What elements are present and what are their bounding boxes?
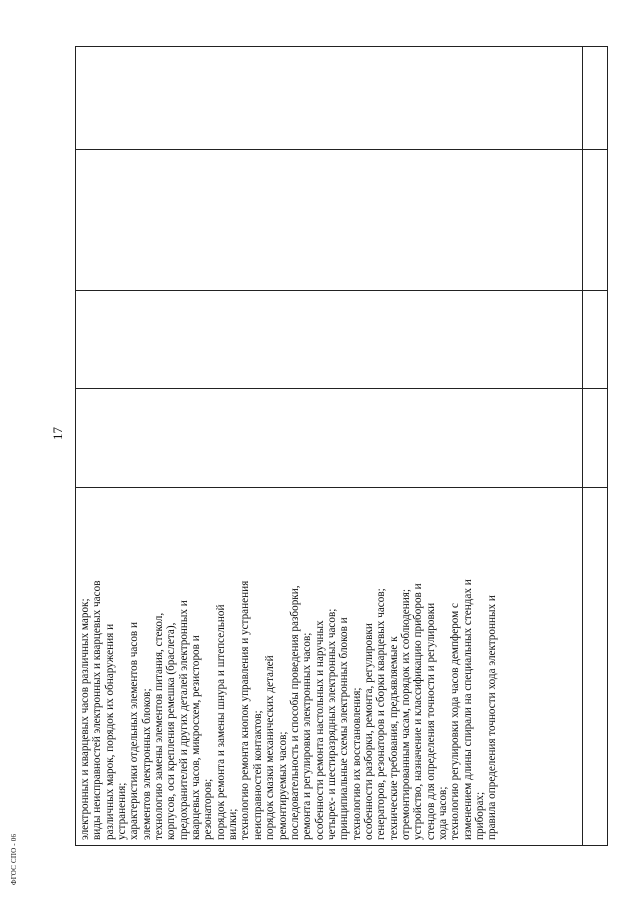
text-line: технологию замены элементов питания, стекол, [153, 612, 166, 840]
text-line: вилки; [227, 808, 240, 840]
text-line: стендов для определения точности и регулировки [424, 602, 437, 840]
text-line: генераторов, резонаторов и сборки кварцевых часов; [375, 588, 388, 840]
text-line: последовательность и способы проведения разборки, [288, 585, 301, 840]
text-line: устройство, назначение и классификацию приборов и [412, 583, 425, 840]
table-divider [582, 47, 583, 845]
text-line: устранения; [116, 782, 129, 840]
text-line: элементов электронных блоков; [140, 688, 153, 840]
text-line: технические требования, предъявляемые к [387, 636, 400, 840]
text-line: порядок смазки механических деталей [264, 655, 277, 840]
text-line: особенности разборки, ремонта, регулировки [362, 623, 375, 840]
curriculum-table [75, 46, 608, 846]
footer-code: ФГОС СПО - 06 [10, 833, 18, 885]
text-line: ремонтируемых часов; [276, 731, 289, 840]
text-line: хода часов; [436, 786, 449, 840]
text-line: порядок ремонта и замены шнура и штепсельной [214, 604, 227, 840]
text-line: отремонтированным часам, порядок их соблюдения; [399, 588, 412, 840]
text-line: приборах; [474, 791, 486, 840]
text-line: технологию регулировки хода часов демпфером с [449, 602, 462, 840]
text-line: характеристики отдельных элементов часов и [128, 622, 141, 840]
text-line: электронных и кварцевых часов различных марок; [79, 598, 91, 840]
text-line: особенности ремонта настольных и наручных [313, 620, 326, 840]
text-line: предохранителей и других деталей электронных и [177, 600, 190, 840]
text-line: изменением длины спирали на специальных стендах и [461, 579, 474, 840]
text-line: ремонта и регулировки электронных часов; [301, 632, 314, 840]
text-line: кварцевых часов, микросхем, резисторов и [190, 635, 203, 840]
text-line: технологию их восстановления; [350, 687, 363, 840]
text-line: четырех- и шестиразрядных электронных часов; [325, 608, 338, 840]
text-line: различных марок, порядок их обнаружения и [103, 623, 116, 840]
text-line: резонаторов; [202, 778, 215, 840]
text-line: неисправностей контактов; [251, 710, 264, 840]
text-line: виды неисправностей электронных и кварцевых часов [91, 580, 104, 840]
text-line: принципиальные схемы электронных блоков и [338, 617, 351, 840]
text-line: корпусов, оси крепления ремешка (браслета), [165, 622, 178, 840]
table-divider [76, 290, 607, 291]
text-line: технологию ремонта кнопок управления и устранения [239, 580, 252, 840]
page-number: 17 [50, 427, 65, 440]
table-divider [76, 149, 607, 150]
table-divider [76, 388, 607, 389]
text-line: правила определения точности хода электронных и [486, 595, 499, 840]
knowledge-cell [77, 487, 582, 846]
knowledge-text [77, 487, 582, 846]
